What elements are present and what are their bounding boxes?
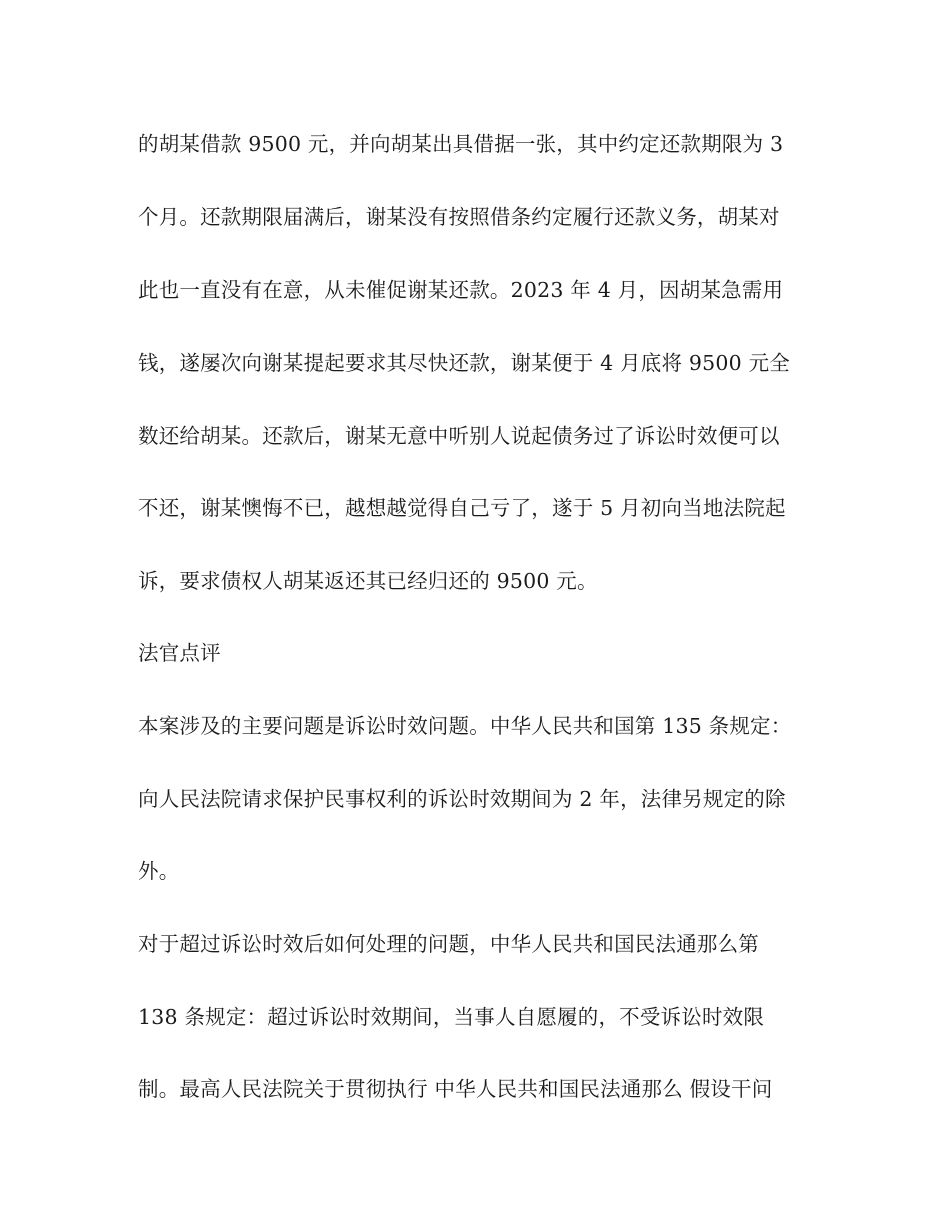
body-text-line: 钱，遂屡次向谢某提起要求其尽快还款，谢某便于 4 月底将 9500 元全 (138, 351, 790, 375)
body-text-line: 的胡某借款 9500 元，并向胡某出具借据一张，其中约定还款期限为 3 (138, 132, 784, 156)
body-text-line: 对于超过诉讼时效后如何处理的问题，中华人民共和国民法通那么第 (138, 932, 759, 956)
section-heading: 法官点评 (138, 641, 221, 665)
body-text-line: 138 条规定：超过诉讼时效期间，当事人自愿履的，不受诉讼时效限 (138, 1005, 765, 1029)
body-text-line: 外。 (138, 859, 180, 883)
body-text-line: 向人民法院请求保护民事权利的诉讼时效期间为 2 年，法律另规定的除 (138, 787, 786, 811)
body-text-line: 个月。还款期限届满后，谢某没有按照借条约定履行还款义务，胡某对 (138, 205, 780, 229)
body-text-line: 制。最高人民法院关于贯彻执行 中华人民共和国民法通那么 假设干问 (138, 1077, 773, 1101)
body-text-line: 数还给胡某。还款后，谢某无意中听别人说起债务过了诉讼时效便可以 (138, 424, 780, 448)
body-text-line: 此也一直没有在意，从未催促谢某还款。2023 年 4 月，因胡某急需用 (138, 278, 784, 302)
body-text-line: 不还，谢某懊悔不已，越想越觉得自己亏了，遂于 5 月初向当地法院起 (138, 496, 786, 520)
body-text-line: 本案涉及的主要问题是诉讼时效问题。中华人民共和国第 135 条规定： (138, 714, 792, 738)
body-text-line: 诉，要求债权人胡某返还其已经归还的 9500 元。 (138, 569, 598, 593)
